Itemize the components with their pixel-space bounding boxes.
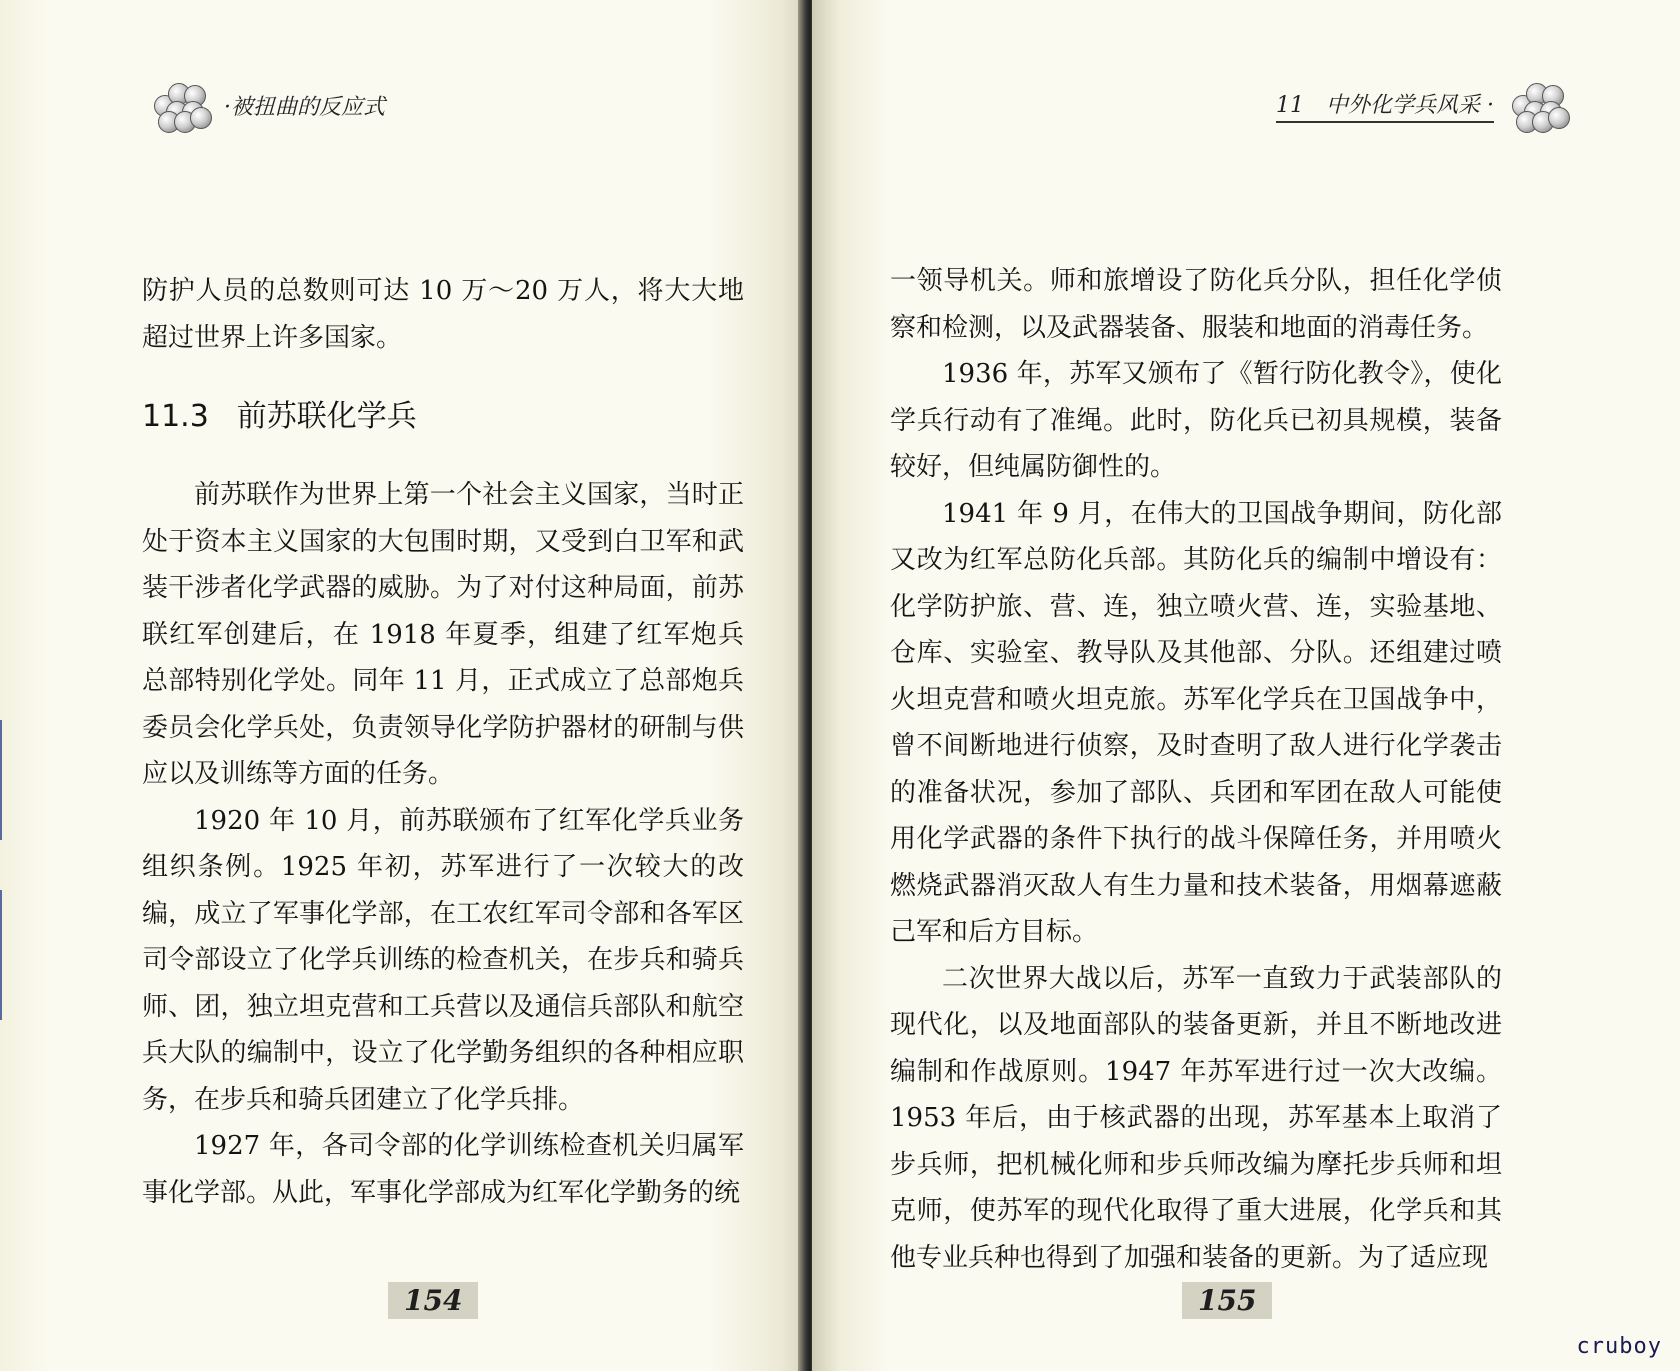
right-header-title: 11 中外化学兵风采 · xyxy=(1276,88,1494,123)
margin-pen-mark xyxy=(0,890,16,1020)
left-body-text xyxy=(142,268,744,1216)
paragraph: 防护人员的总数则可达 10 万～20 万人，将大大地超过世界上许多国家。 xyxy=(142,276,744,353)
left-header-title: ·被扭曲的反应式 xyxy=(224,94,385,120)
left-page-number: 154 xyxy=(388,1282,478,1319)
section-heading xyxy=(142,394,744,440)
paragraph: 1920 年 10 月，前苏联颁布了红军化学兵业务组织条例。1925 年初，苏军进行了一次较大的改编，成立了军事化学部，在工农红军司令部和各军区司令部设立了化学兵训练的检查机关，在步兵和骑兵师、团，独立坦克营和工兵营以及通信兵部队和航空兵大队的编制中，设立了化学勤务组织的各种相应职务，在步兵和骑兵团建立了化学兵排。 xyxy=(142,805,744,1115)
right-page-number: 155 xyxy=(1182,1282,1272,1319)
left-running-header xyxy=(150,70,385,140)
paragraph: 1927 年，各司令部的化学训练检查机关归属军事化学部。从此，军事化学部成为红军化学勤务的统 xyxy=(142,1131,744,1208)
left-page xyxy=(0,0,805,1371)
right-page xyxy=(812,0,1680,1371)
watermark: cruboy xyxy=(1576,1334,1662,1359)
margin-pen-mark xyxy=(0,720,16,840)
paragraph: 1941 年 9 月，在伟大的卫国战争期间，防化部又改为红军总防化兵部。其防化兵的编制中增设有：化学防护旅、营、连，独立喷火营、连，实验基地、仓库、实验室、教导队及其他部、分队。还组建过喷火坦克营和喷火坦克旅。苏军化学兵在卫国战争中，曾不间断地进行侦察，及时查明了敌人进行化学袭击的准备状况，参加了部队、兵团和军团在敌人可能使用化学武器的条件下执行的战斗保障任务，并用喷火燃烧武器消灭敌人有生力量和技术装备，用烟幕遮蔽己军和后方目标。 xyxy=(890,498,1502,947)
section-title: 前苏联化学兵 xyxy=(236,399,417,434)
paragraph: 1936 年，苏军又颁布了《暂行防化教令》，使化学兵行动有了准绳。此时，防化兵已初具规模，装备较好，但纯属防御性的。 xyxy=(890,359,1502,482)
molecule-emblem-icon xyxy=(1508,77,1570,133)
section-number: 11.3 xyxy=(142,399,209,434)
right-running-header xyxy=(1276,70,1570,140)
molecule-emblem-icon xyxy=(150,77,212,133)
paragraph: 一领导机关。师和旅增设了防化兵分队，担任化学侦察和检测，以及武器装备、服装和地面的消毒任务。 xyxy=(890,266,1502,343)
right-body-text xyxy=(890,258,1502,1281)
paragraph: 前苏联作为世界上第一个社会主义国家，当时正处于资本主义国家的大包围时期，又受到白卫军和武装干涉者化学武器的威胁。为了对付这种局面，前苏联红军创建后，在 1918 年夏季，组建了红军炮兵总部特别化学处。同年 11 月，正式成立了总部炮兵委员会化学兵处，负责领导化学防护器材的研制与供应以及训练等方面的任务。 xyxy=(142,480,744,789)
paragraph: 二次世界大战以后，苏军一直致力于武装部队的现代化，以及地面部队的装备更新，并且不断地改进编制和作战原则。1947 年苏军进行过一次大改编。1953 年后，由于核武器的出现，苏军基本上取消了步兵师，把机械化师和步兵师改编为摩托步兵师和坦克师，使苏军的现代化取得了重大进展，化学兵和其他专业兵种也得到了加强和装备的更新。为了适应现 xyxy=(890,963,1502,1273)
